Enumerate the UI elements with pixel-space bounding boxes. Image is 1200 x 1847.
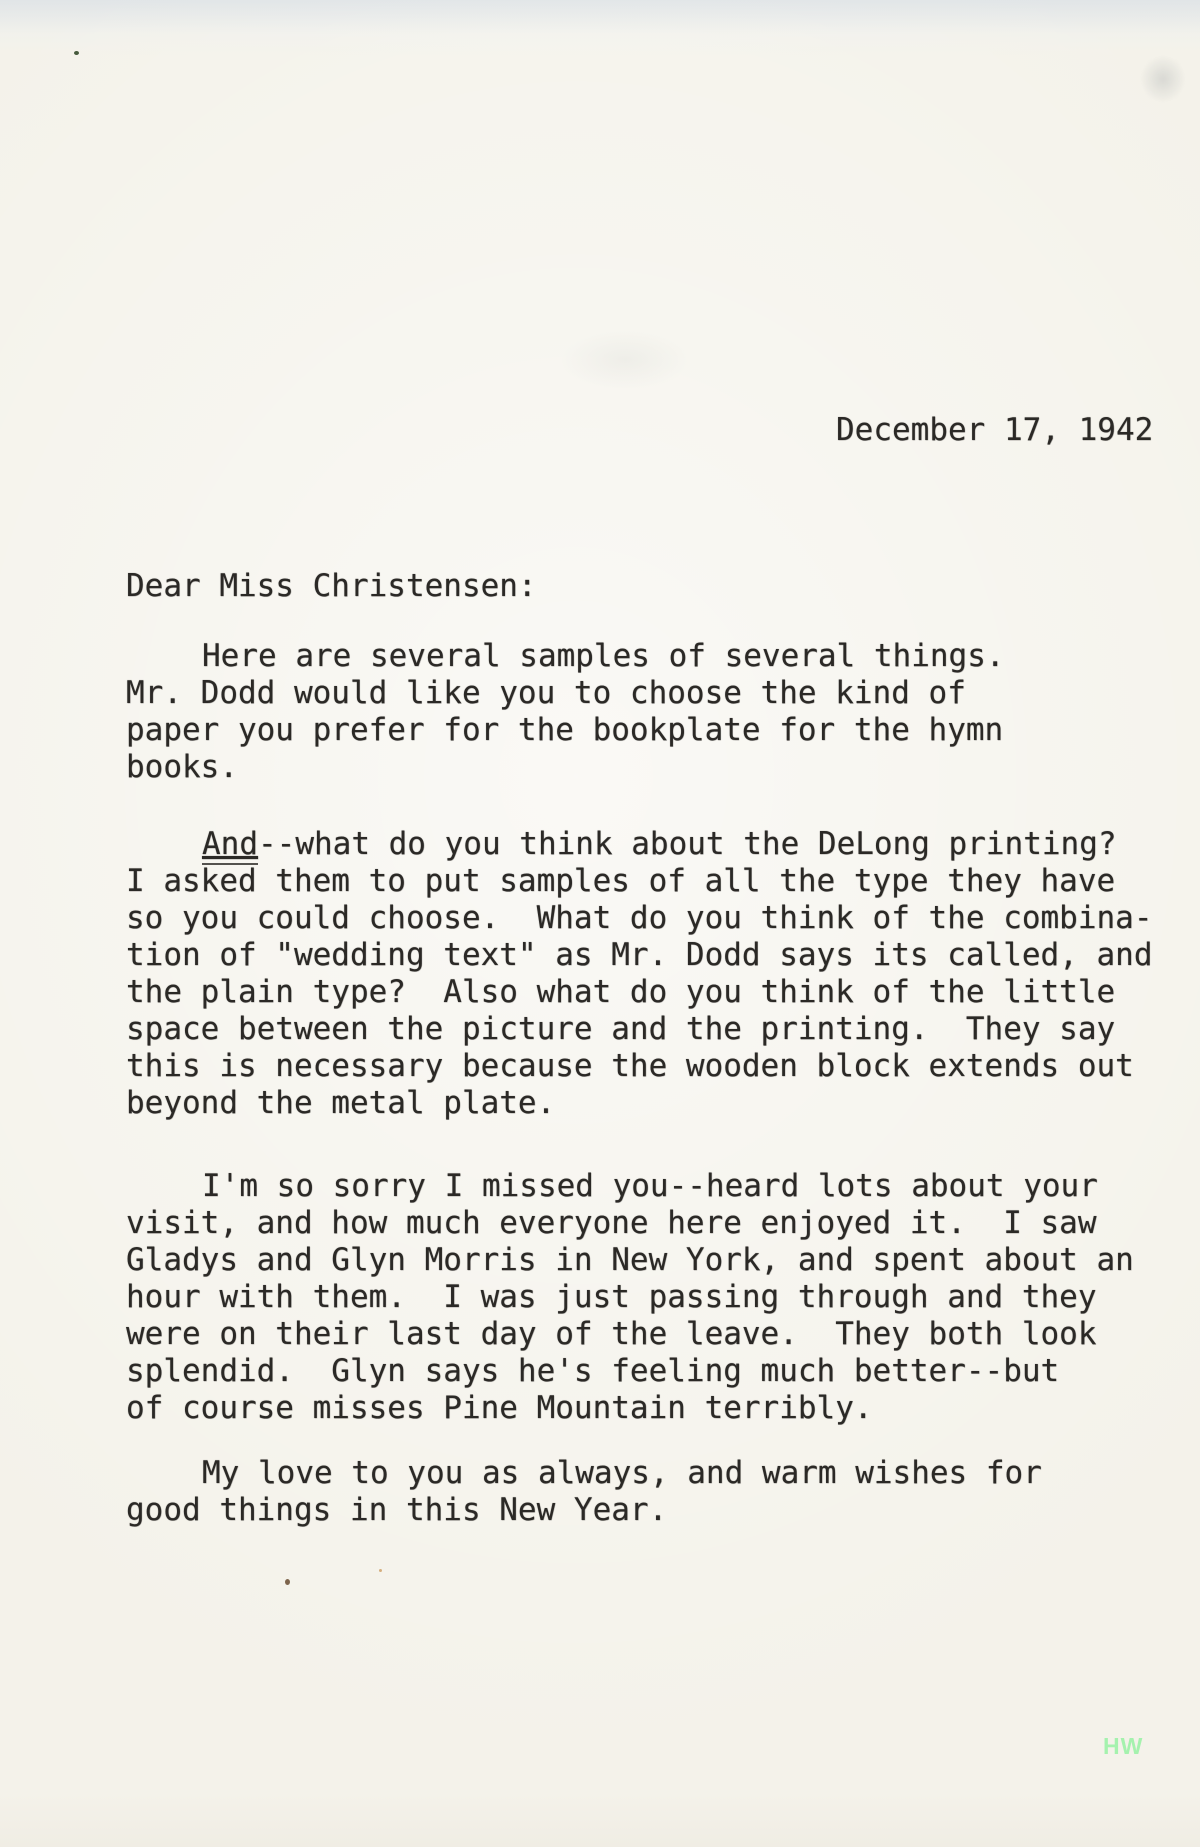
text-segment: Here are several samples of several things. [202,638,1005,674]
text-segment: I'm so sorry I missed you--heard lots about your [202,1168,1098,1204]
watermark-initials: HW [1103,1733,1144,1759]
letter-body [126,568,1186,1529]
paper-speck [74,51,79,55]
text-segment: of course misses Pine Mountain terribly. [126,1390,873,1426]
letter-line [126,1279,1186,1316]
letter-line [126,974,1186,1011]
letter-line [126,675,1186,712]
text-segment: hour with them. I was just passing through and they [126,1279,1097,1315]
letter-line [126,1390,1186,1427]
letter-line [126,863,1186,900]
paragraph [126,826,1186,1122]
text-segment: Gladys and Glyn Morris in New York, and spent about an [126,1242,1134,1278]
paper-smudge [1140,55,1186,103]
paragraph [126,1168,1186,1427]
letter-line [126,826,1186,863]
text-segment: paper you prefer for the bookplate for the hymn [126,712,1004,748]
letter-date: December 17, 1942 [836,412,1154,448]
text-segment: so you could choose. What do you think of the combina- [126,900,1153,936]
text-segment: beyond the metal plate. [126,1085,556,1121]
letter-paragraphs [126,638,1186,1529]
letter-line [126,638,1186,675]
paragraph [126,638,1186,786]
letter-line [126,712,1186,749]
letter-line [126,1353,1186,1390]
text-segment: good things in this New Year. [126,1492,668,1528]
text-segment: Mr. Dodd would like you to choose the kind of [126,675,966,711]
paragraph [126,1455,1186,1529]
letter-line [126,1085,1186,1122]
letter-line [126,749,1186,786]
letter-line [126,900,1186,937]
text-segment: space between the picture and the printing. They say [126,1011,1116,1047]
text-segment: tion of "wedding text" as Mr. Dodd says its called, and [126,937,1153,973]
text-segment: this is necessary because the wooden block extends out [126,1048,1134,1084]
text-segment: books. [126,749,238,785]
scan-edge-shading [0,0,1200,34]
paper-speck [379,1569,382,1572]
text-segment: My love to you as always, and warm wishes for [202,1455,1042,1491]
letter-line [126,937,1186,974]
salutation: Dear Miss Christensen: [126,568,537,604]
letter-line [126,1242,1186,1279]
letter-line [126,1048,1186,1085]
text-segment: the plain type? Also what do you think of the little [126,974,1116,1010]
paper-speck [285,1579,290,1585]
paper-smudge [560,330,690,390]
letter-line [126,1205,1186,1242]
letter-line [126,1492,1186,1529]
letter-line [126,1455,1186,1492]
text-segment: visit, and how much everyone here enjoyed it. I saw [126,1205,1097,1241]
letter-line [126,1316,1186,1353]
letter-line [126,1011,1186,1048]
text-segment: splendid. Glyn says he's feeling much better--but [126,1353,1060,1389]
underlined-word: And [202,826,258,865]
text-segment: I asked them to put samples of all the type they have [126,863,1116,899]
letter-line [126,1168,1186,1205]
text-segment: were on their last day of the leave. They both look [126,1316,1097,1352]
text-segment: --what do you think about the DeLong printing? [258,826,1117,862]
